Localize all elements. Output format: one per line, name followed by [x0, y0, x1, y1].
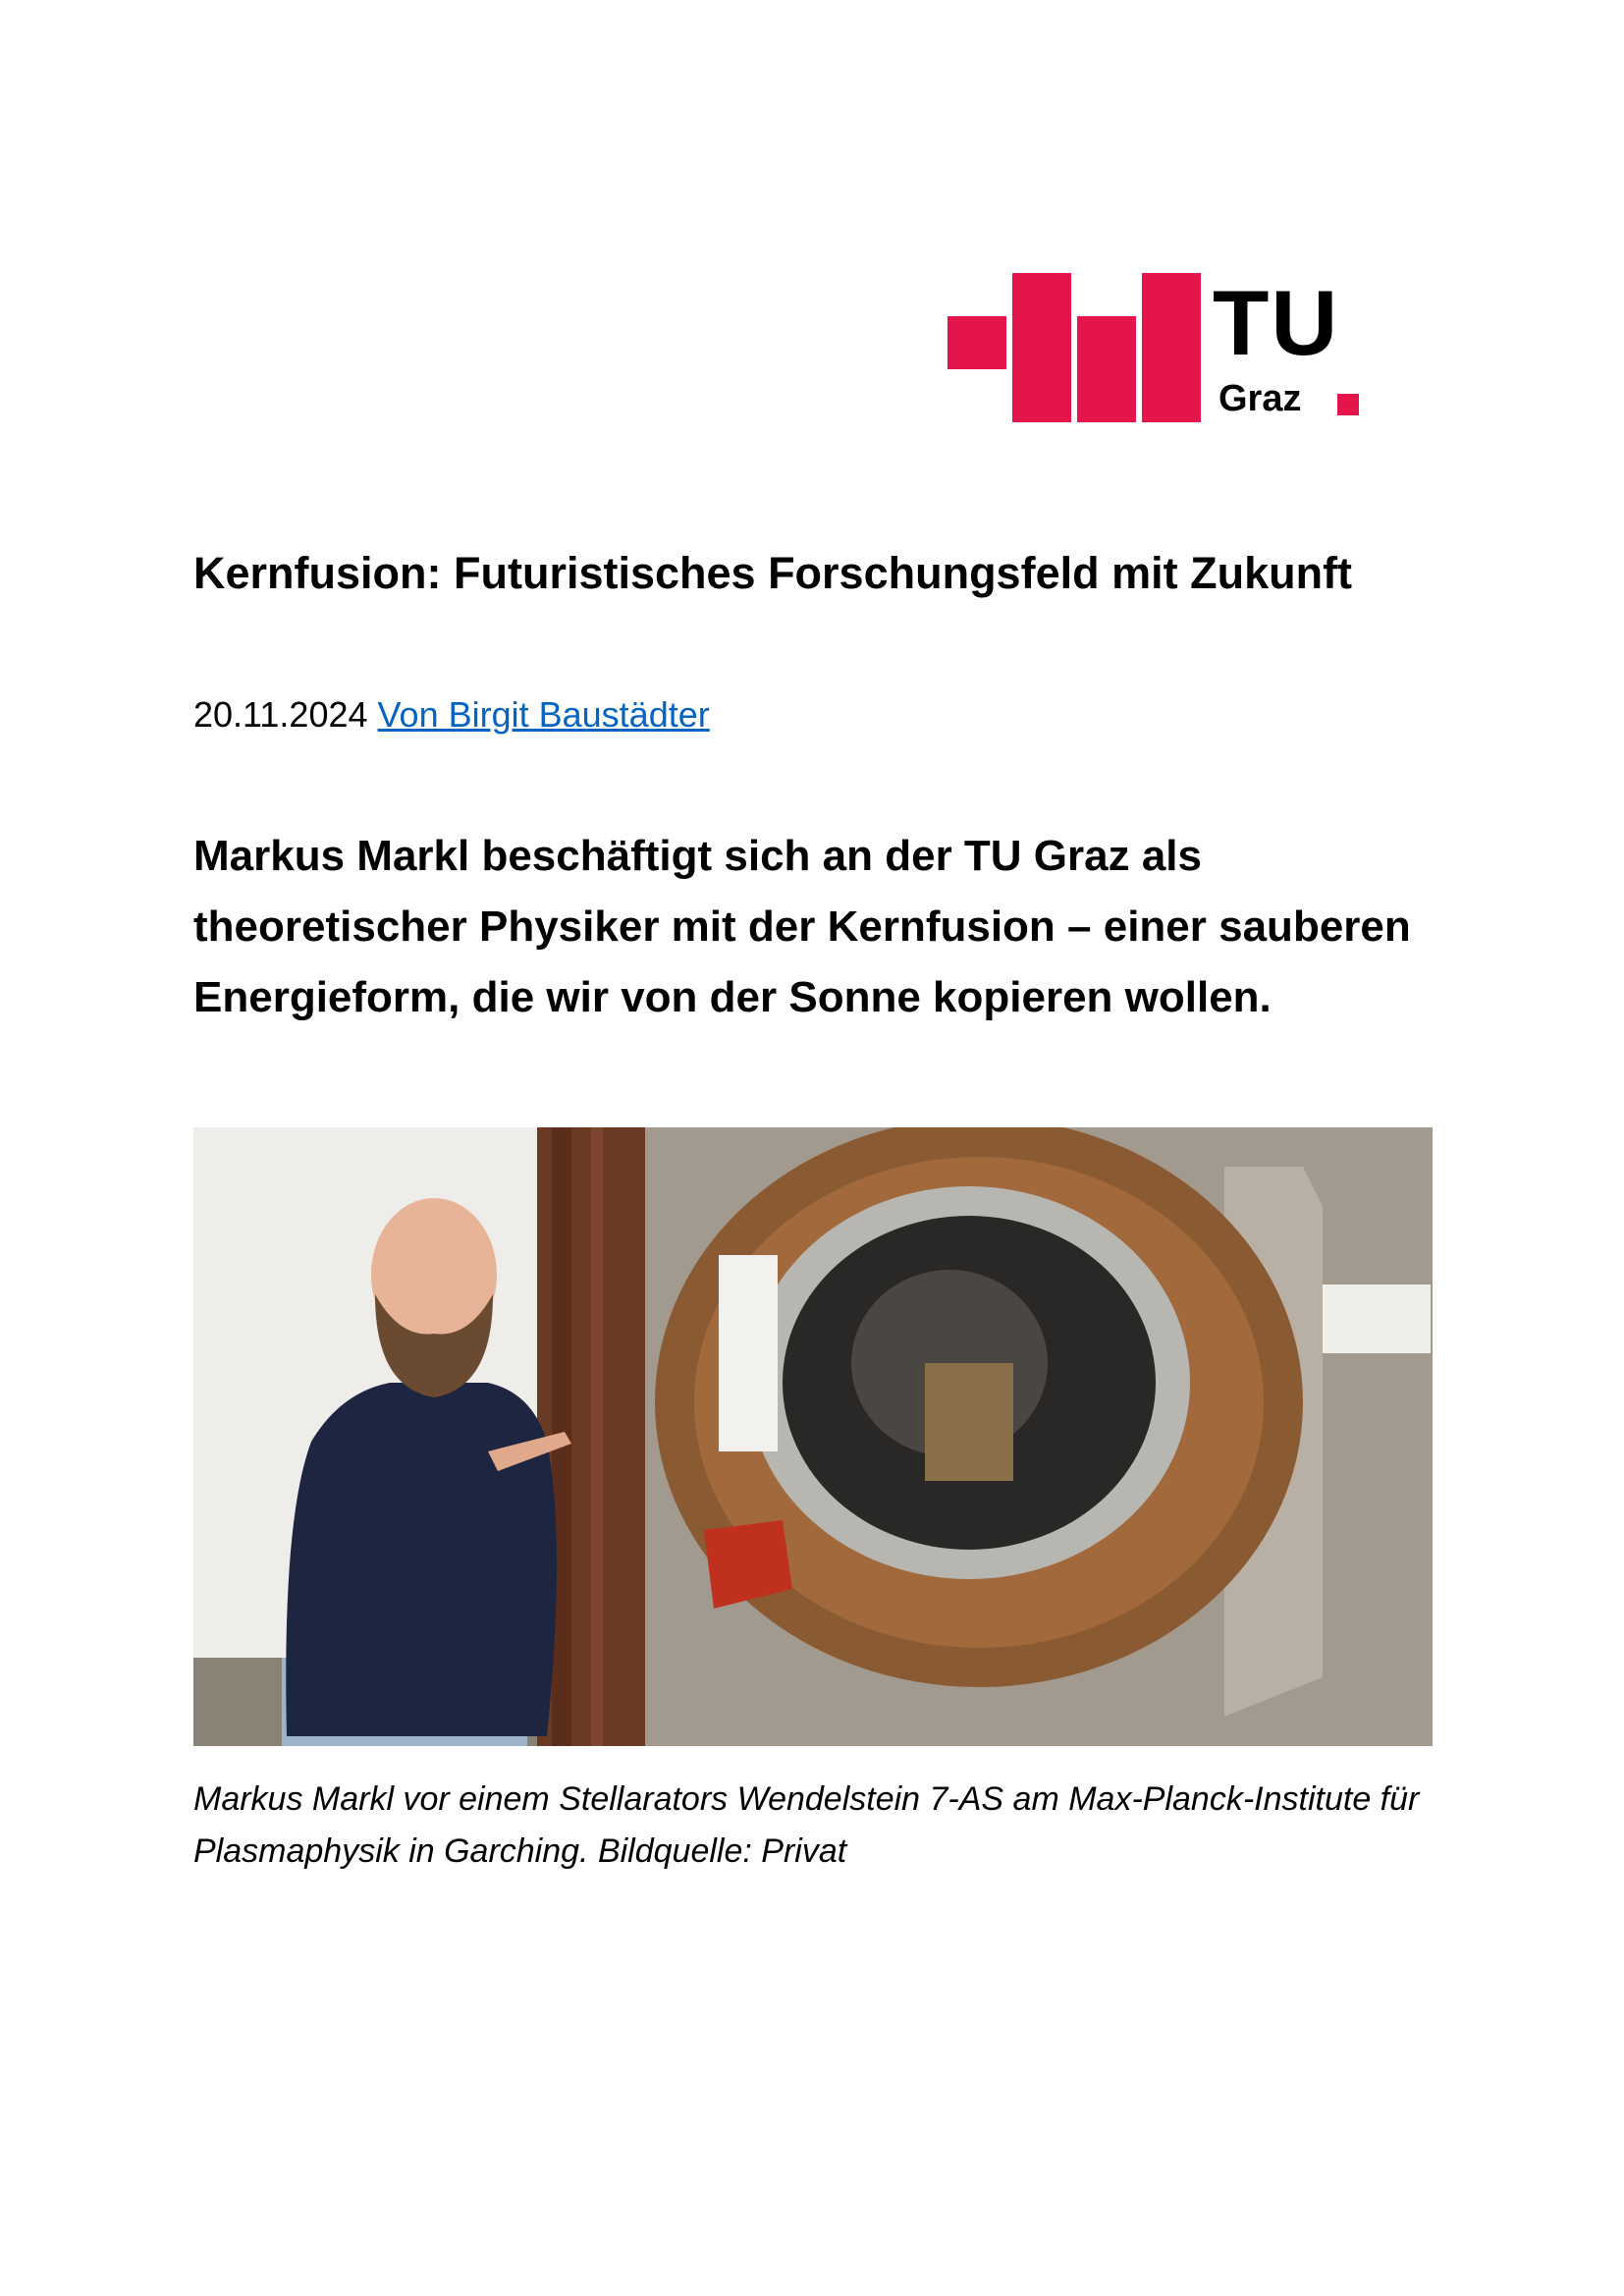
logo-text-tu: TU — [1213, 271, 1340, 374]
photo-illustration — [193, 1127, 1433, 1746]
article-meta — [193, 693, 710, 737]
article-title: Kernfusion: Futuristisches Forschungsfeld mit Zukunft — [193, 548, 1353, 598]
photo-caption: Markus Markl vor einem Stellarators Wendelstein 7-AS am Max-Planck-Institute für Plasmaphysik in Garching. Bildquelle: Privat — [193, 1780, 1420, 1870]
article-date: 20.11.2024 — [193, 694, 368, 735]
article-photo — [193, 1127, 1433, 1746]
logo-text-graz: Graz — [1218, 378, 1302, 419]
author-link[interactable]: Von Birgit Baustädter — [377, 694, 710, 735]
tu-graz-logo — [947, 273, 1360, 425]
article-lead: Markus Markl beschäftigt sich an der TU Graz als theoretischer Physiker mit der Kernfusion – einer sauberen Energieform, die wir von der Sonne kopieren wollen. — [193, 832, 1411, 1021]
